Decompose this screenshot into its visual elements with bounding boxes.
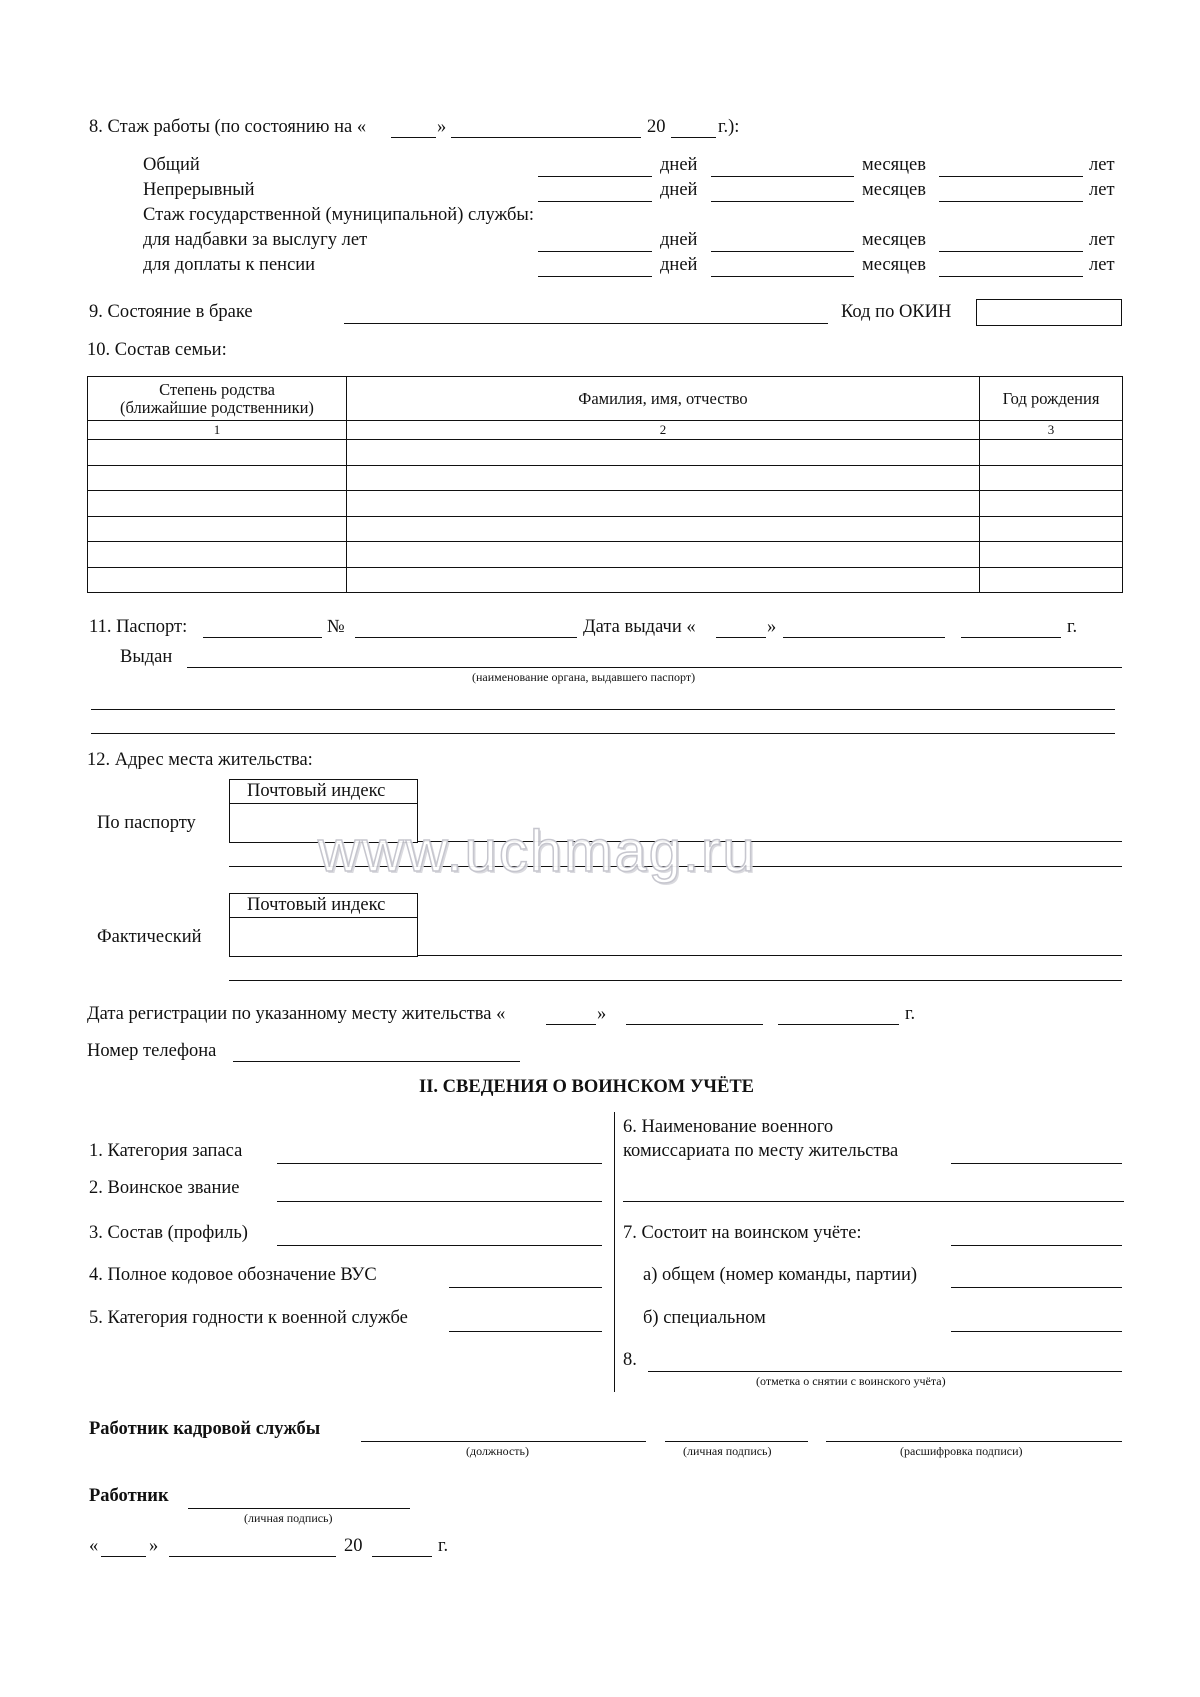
reg-month-field[interactable] [626, 1024, 763, 1025]
table-cell[interactable] [980, 491, 1123, 517]
s8-total-days-field[interactable] [538, 176, 652, 177]
table-cell[interactable] [347, 542, 980, 568]
s8-bonus-years-field[interactable] [939, 251, 1083, 252]
okin-code-field[interactable] [976, 299, 1122, 326]
okin-label: Код по ОКИН [841, 302, 952, 322]
issued-label: Выдан [120, 647, 173, 667]
item6-line1: 6. Наименование военного [623, 1117, 834, 1137]
s8-row-state-service: Стаж государственной (муниципальной) службы: [143, 205, 534, 225]
table-row [88, 516, 1123, 542]
profile-field[interactable] [277, 1245, 602, 1246]
issued-by-field[interactable] [187, 667, 1122, 668]
part2-title: II. СВЕДЕНИЯ О ВОИНСКОМ УЧЁТЕ [419, 1077, 755, 1097]
table-cell[interactable] [88, 440, 347, 466]
item7a-field[interactable] [951, 1287, 1122, 1288]
actual-address-field[interactable] [418, 955, 1122, 956]
vus-field[interactable] [449, 1287, 602, 1288]
section8-title: 8. Стаж работы (по состоянию на « [89, 117, 367, 137]
reg-year-field[interactable] [778, 1024, 899, 1025]
s8-q-close: » [437, 117, 447, 137]
s8-cont-months-field[interactable] [711, 201, 854, 202]
item7-field[interactable] [951, 1245, 1122, 1246]
s8-total-years-field[interactable] [939, 176, 1083, 177]
s8-months-label: месяцев [862, 255, 926, 275]
s8-days-label: дней [660, 155, 698, 175]
hr-position-note: (должность) [466, 1444, 529, 1458]
phone-label: Номер телефона [87, 1041, 217, 1061]
s8-cont-years-field[interactable] [939, 201, 1083, 202]
sign-year-field[interactable] [372, 1556, 432, 1557]
passport-no-label: № [327, 617, 345, 637]
table-cell[interactable] [88, 465, 347, 491]
reg-g: г. [905, 1004, 916, 1024]
family-table [87, 376, 1123, 593]
part2-divider [614, 1112, 615, 1392]
table-cell[interactable] [347, 491, 980, 517]
s8-row-pension: для доплаты к пенсии [143, 255, 316, 275]
employee-signature-note: (личная подпись) [244, 1511, 333, 1525]
table-cell[interactable] [980, 440, 1123, 466]
relation-header-line2: (ближайшие родственники) [120, 397, 314, 417]
issued-by-field-line3[interactable] [91, 733, 1115, 734]
s8-days-label: дней [660, 230, 698, 250]
table-cell[interactable] [88, 516, 347, 542]
s8-bonus-days-field[interactable] [538, 251, 652, 252]
s8-years-label: лет [1089, 230, 1115, 250]
profile-label: 3. Состав (профиль) [89, 1223, 248, 1243]
date-g: г. [438, 1536, 449, 1556]
reserve-category-label: 1. Категория запаса [89, 1141, 243, 1161]
item8-note: (отметка о снятии с воинского учёта) [756, 1374, 946, 1388]
table-row [88, 542, 1123, 568]
commissariat-field[interactable] [951, 1163, 1122, 1164]
employee-label: Работник [89, 1486, 169, 1506]
s8-years-label: лет [1089, 255, 1115, 275]
table-cell[interactable] [347, 440, 980, 466]
s8-total-months-field[interactable] [711, 176, 854, 177]
hr-worker-label: Работник кадровой службы [89, 1419, 321, 1439]
date-q-open: « [89, 1536, 99, 1556]
s8-pension-days-field[interactable] [538, 276, 652, 277]
table-cell[interactable] [980, 516, 1123, 542]
s8-day-field[interactable] [391, 137, 436, 138]
s8-pension-months-field[interactable] [711, 276, 854, 277]
family-header-year: Год рождения [980, 377, 1123, 421]
s9-label: 9. Состояние в браке [89, 302, 253, 322]
s10-label: 10. Состав семьи: [87, 340, 227, 360]
table-row [88, 567, 1123, 593]
issue-g: г. [1067, 617, 1078, 637]
item8-field[interactable] [648, 1371, 1122, 1372]
s8-row-total: Общий [143, 155, 200, 175]
item6-line2: комиссариата по месту жительства [623, 1141, 899, 1161]
reg-day-field[interactable] [546, 1024, 596, 1025]
s8-year20: 20 [647, 117, 666, 137]
by-passport-label: По паспорту [97, 813, 196, 833]
family-header-relation [88, 377, 347, 421]
s8-days-label: дней [660, 180, 698, 200]
rank-field[interactable] [277, 1201, 602, 1202]
col-number: 1 [88, 421, 347, 440]
postal-label-actual: Почтовый индекс [247, 895, 386, 915]
s8-pension-years-field[interactable] [939, 276, 1083, 277]
s8-cont-days-field[interactable] [538, 201, 652, 202]
passport-series-field[interactable] [203, 637, 322, 638]
table-cell[interactable] [347, 567, 980, 593]
issued-note: (наименование органа, выдавшего паспорт) [472, 670, 696, 684]
s8-year-field[interactable] [671, 137, 716, 138]
s8-days-label: дней [660, 255, 698, 275]
phone-field[interactable] [233, 1061, 520, 1062]
item8-label: 8. [623, 1350, 637, 1370]
passport-number-field[interactable] [355, 637, 577, 638]
s8-row-bonus: для надбавки за выслугу лет [143, 230, 368, 250]
family-table-header-row [88, 377, 1123, 421]
watermark: www.uchmag.ru [318, 819, 757, 884]
s8-row-continuous: Непрерывный [143, 180, 255, 200]
s8-year-end: г.): [718, 117, 740, 137]
item7b-field[interactable] [951, 1331, 1122, 1332]
s11-label: 11. Паспорт: [89, 617, 188, 637]
s8-years-label: лет [1089, 155, 1115, 175]
issue-date-label: Дата выдачи « [583, 617, 696, 637]
postal-label-passport: Почтовый индекс [247, 781, 386, 801]
item7b-label: б) специальном [643, 1308, 766, 1328]
table-cell[interactable] [347, 516, 980, 542]
col-number: 3 [980, 421, 1123, 440]
marital-status-field[interactable] [344, 323, 828, 324]
employee-signature-field[interactable] [188, 1508, 410, 1509]
hr-position-field[interactable] [361, 1441, 646, 1442]
s8-months-label: месяцев [862, 155, 926, 175]
item7-label: 7. Состоит на воинском учёте: [623, 1223, 862, 1243]
issue-q-close: » [767, 617, 777, 637]
s8-months-label: месяцев [862, 230, 926, 250]
table-cell[interactable] [980, 465, 1123, 491]
reserve-category-field[interactable] [277, 1163, 602, 1164]
issue-month-field[interactable] [783, 637, 945, 638]
reg-date-label: Дата регистрации по указанному месту жительства « [87, 1004, 506, 1024]
table-cell[interactable] [88, 567, 347, 593]
date-q-close: » [149, 1536, 159, 1556]
issue-year-field[interactable] [961, 637, 1061, 638]
fitness-label: 5. Категория годности к военной службе [89, 1308, 408, 1328]
family-header-fio: Фамилия, имя, отчество [347, 377, 980, 421]
table-row [88, 440, 1123, 466]
sign-month-field[interactable] [169, 1556, 336, 1557]
actual-label: Фактический [97, 927, 202, 947]
table-cell[interactable] [980, 542, 1123, 568]
s12-label: 12. Адрес места жительства: [87, 750, 313, 770]
fitness-field[interactable] [449, 1331, 602, 1332]
reg-q-close: » [597, 1004, 607, 1024]
table-cell[interactable] [88, 542, 347, 568]
issued-by-field-line2[interactable] [91, 709, 1115, 710]
postal-box-divider [229, 917, 418, 918]
date-year20: 20 [344, 1536, 363, 1556]
table-row [88, 465, 1123, 491]
relation-header-line1: Степень родства [159, 379, 275, 399]
s8-bonus-months-field[interactable] [711, 251, 854, 252]
actual-address-field-line2[interactable] [229, 980, 1122, 981]
rank-label: 2. Воинское звание [89, 1178, 240, 1198]
vus-label: 4. Полное кодовое обозначение ВУС [89, 1265, 377, 1285]
s8-month-field[interactable] [451, 137, 641, 138]
sign-day-field[interactable] [101, 1556, 146, 1557]
hr-decode-note: (расшифровка подписи) [900, 1444, 1023, 1458]
item7a-label: а) общем (номер команды, партии) [643, 1265, 918, 1285]
postal-box-divider [229, 803, 418, 804]
table-cell[interactable] [347, 465, 980, 491]
family-table-numbers-row [88, 421, 1123, 440]
col-number: 2 [347, 421, 980, 440]
commissariat-field-line2[interactable] [623, 1201, 1124, 1202]
table-cell[interactable] [88, 491, 347, 517]
table-row [88, 491, 1123, 517]
table-cell[interactable] [980, 567, 1123, 593]
s8-months-label: месяцев [862, 180, 926, 200]
hr-signature-field[interactable] [665, 1441, 808, 1442]
s8-years-label: лет [1089, 180, 1115, 200]
hr-signature-note: (личная подпись) [683, 1444, 772, 1458]
hr-decode-field[interactable] [826, 1441, 1122, 1442]
issue-day-field[interactable] [716, 637, 766, 638]
